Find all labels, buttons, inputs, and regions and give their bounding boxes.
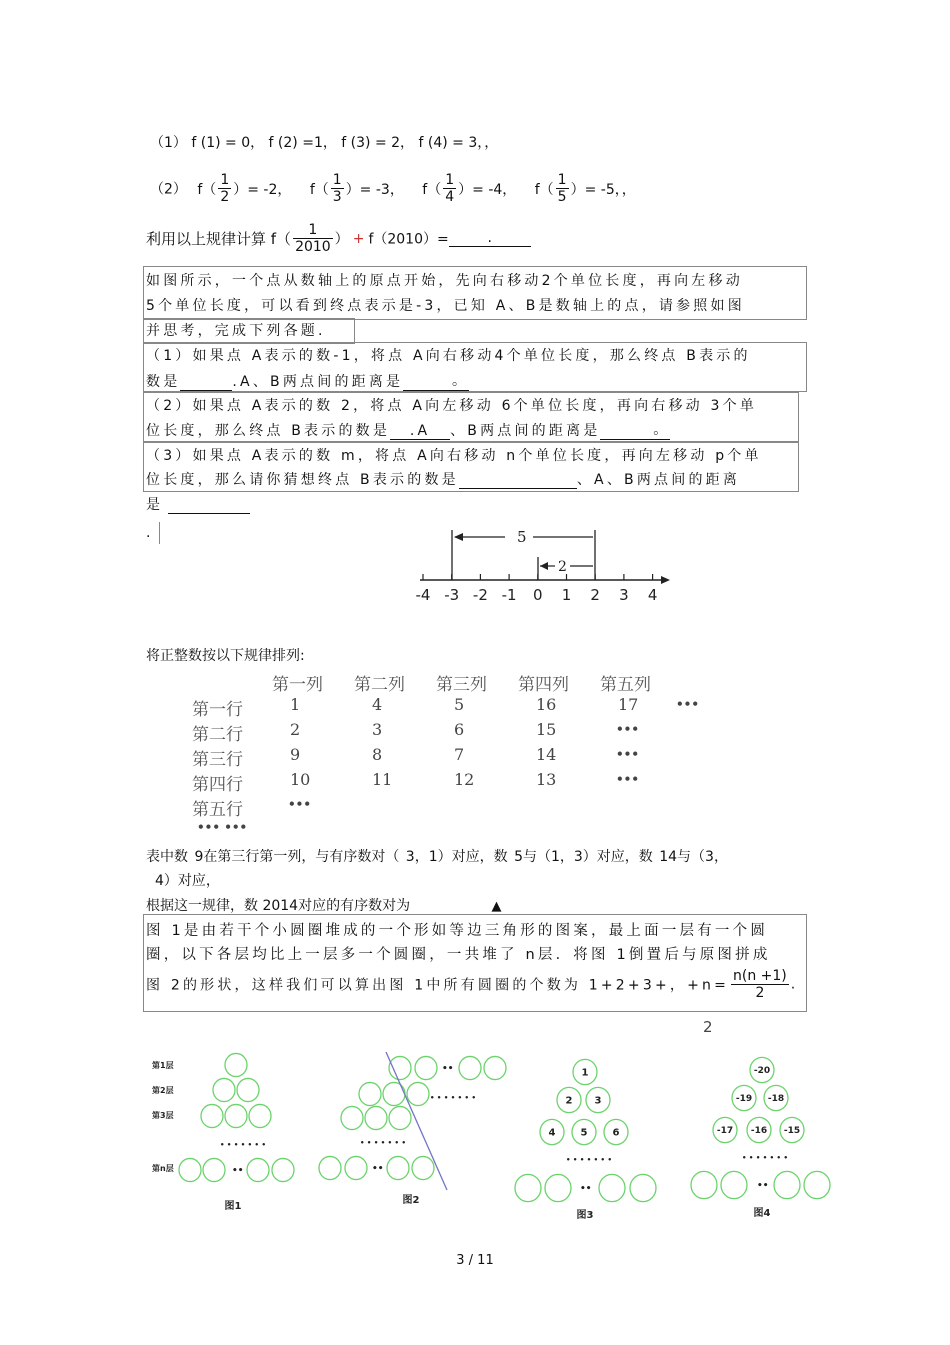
circle	[515, 1174, 541, 1201]
stray-number: 2	[703, 1018, 713, 1036]
seq-line-1: （1） f (1) = 0， f (2) =1， f (3) = 2， f (4) = 3，，	[150, 135, 499, 151]
circle	[247, 1158, 269, 1181]
grid-cell: 9	[290, 745, 301, 764]
circle	[599, 1174, 625, 1201]
grid-cell: •••	[616, 747, 640, 761]
grid-col-header: 第三列	[436, 675, 487, 695]
axis-tick-label: 2	[590, 586, 600, 604]
axis-tick-labels	[416, 586, 658, 604]
question-2-line-b: 位长度，那么终点 B表示的数是 .A 、B两点间的距离是 。	[146, 419, 670, 440]
layer-label: 第3层	[152, 1111, 174, 1120]
grid-cell: 13	[536, 770, 557, 789]
circle-number: 3	[594, 1095, 602, 1107]
answer-blank-q1-distance[interactable]: 。	[403, 370, 469, 391]
triangle-icon: ▲	[491, 899, 502, 914]
circle-number: -16	[750, 1126, 768, 1137]
sum-formula: $\frac{n(n +1)}{2}$	[733, 968, 787, 1002]
circle	[407, 1082, 429, 1105]
grid-cell: 6	[454, 720, 465, 739]
grid-cell: •••	[616, 772, 640, 786]
fraction: $\frac{1}{2}$	[220, 172, 230, 206]
grid-cell: 12	[454, 770, 475, 789]
axis-tick-label: 1	[561, 586, 572, 604]
circle	[389, 1106, 411, 1129]
circle	[179, 1158, 201, 1181]
answer-blank-1[interactable]: .	[449, 230, 531, 247]
axis-tick-label: -1	[501, 586, 517, 604]
fig1-dots-short: ••	[232, 1166, 244, 1176]
big-arrowhead-icon	[454, 533, 463, 541]
circles-figures	[0, 1040, 950, 1235]
axis-tick-label: -3	[444, 586, 460, 604]
grid-cell: 14	[536, 745, 557, 764]
grid-cell: •••	[616, 722, 640, 736]
grid-col-header: 第四列	[518, 675, 569, 695]
circle	[459, 1056, 481, 1079]
fig4-dots: • • • • • • •	[742, 1154, 788, 1162]
grid-cell: 5	[454, 695, 465, 714]
fraction: $\frac{1}{4}$	[445, 172, 455, 206]
circle-number: -20	[753, 1066, 771, 1077]
circle	[774, 1171, 800, 1198]
grid-cell: 3	[372, 720, 383, 739]
axis-tick-label: 4	[647, 586, 658, 604]
circle	[721, 1171, 747, 1198]
small-arrow-label: 2	[558, 559, 567, 575]
table-intro: 将正整数按以下规律排列:	[146, 648, 305, 664]
axis-tick-label: 3	[619, 586, 629, 604]
answer-blank-ordered-pair[interactable]	[435, 898, 559, 915]
circles-p1: 图 1是由若干个小圆圈堆成的一个形如等边三角形的图案，最上面一层有一个圆	[146, 923, 769, 939]
grid-cell: 15	[536, 720, 557, 739]
question-3-line-b: 位长度，那么请你猜想终点 B表示的数是 、A、B两点间的距离	[146, 472, 741, 488]
grid-row-header: 第一行	[192, 700, 243, 720]
fig2-dots-bottom: ••	[372, 1164, 384, 1174]
fraction: $\frac{1}{5}$	[557, 172, 567, 206]
circle	[804, 1171, 830, 1198]
grid-cell: 4	[372, 695, 383, 714]
circle-number: -17	[716, 1126, 734, 1137]
grid-col-header: 第一列	[272, 675, 323, 695]
circle	[203, 1158, 225, 1181]
seq-item-3: f（ $\frac{1}{4}$ ）= -4，	[422, 172, 517, 206]
axis-tick-label: -4	[415, 586, 431, 604]
fraction: $\frac{1}{3}$	[332, 172, 342, 206]
table-text-1: 表中数 9在第三行第一列，与有序数对（ 3，1）对应，数 5与（1，3）对应，数 14与（3，	[146, 849, 728, 865]
answer-blank-q2-b[interactable]: .A	[390, 423, 450, 440]
question-1-line-a: （1）如果点 A表示的数-1，将点 A向右移动4个单位长度，那么终点 B表示的	[146, 348, 751, 364]
circle-number: 4	[548, 1127, 556, 1139]
circle-number: -19	[735, 1094, 753, 1105]
seq-line-2-label: （2）	[150, 181, 187, 198]
seq-line-3: 利用以上规律计算 f（ $\frac{1}{2010}$ ） + f（2010）= .	[146, 222, 531, 255]
numberline-p1: 如图所示，一个点从数轴上的原点开始，先向右移动2个单位长度，再向左移动	[146, 273, 743, 289]
fig3-dots-short: ••	[580, 1184, 592, 1194]
grid-col-header: 第二列	[354, 675, 405, 695]
seq-item-4: f（ $\frac{1}{5}$ ）= -5，，	[534, 172, 636, 206]
circle	[225, 1104, 247, 1127]
seq-line-2	[150, 172, 636, 205]
circle-number: 1	[581, 1067, 589, 1079]
number-line-figure	[405, 522, 685, 607]
seq-item-2: f（ $\frac{1}{3}$ ）= -3，	[309, 172, 404, 206]
circle	[365, 1106, 387, 1129]
grid-cell: •••	[676, 697, 700, 711]
circle	[201, 1104, 223, 1127]
table-text-2: 4）对应，	[155, 873, 220, 889]
grid-cell: 17	[618, 695, 639, 714]
circles-p2: 圈，以下各层均比上一层多一个圆圈，一共堆了 n层．将图 1倒置后与原图拼成	[146, 947, 771, 963]
answer-blank-q3-distance[interactable]	[168, 513, 250, 514]
axis-arrow-icon	[661, 576, 670, 584]
circle	[237, 1078, 259, 1101]
grid-cell: 11	[372, 770, 393, 789]
axis-tick-label: 0	[533, 586, 543, 604]
circle	[341, 1106, 363, 1129]
circle	[359, 1082, 381, 1105]
layer-label: 第2层	[152, 1086, 174, 1095]
fig1-dots: • • • • • • •	[220, 1141, 266, 1149]
fig2-dots-right: • • • • • • •	[430, 1094, 476, 1102]
circle	[691, 1171, 717, 1198]
circle	[225, 1053, 247, 1076]
circle	[319, 1156, 341, 1179]
grid-cell: 7	[454, 745, 465, 764]
circle	[345, 1156, 367, 1179]
grid-col-header: 第五列	[600, 675, 651, 695]
circle	[387, 1156, 409, 1179]
question-2-line-a: （2）如果点 A表示的数 2，将点 A向左移动 6个单位长度，再向右移动 3个单	[146, 398, 758, 414]
circle-number: -18	[767, 1094, 785, 1105]
figure-caption: 图2	[402, 1195, 420, 1206]
circle-number: 2	[565, 1095, 573, 1107]
circle-number: 6	[612, 1127, 620, 1139]
question-3-line-a: （3）如果点 A表示的数 m，将点 A向右移动 n个单位长度，再向左移动 p个单	[146, 448, 762, 464]
circle	[484, 1056, 506, 1079]
circle	[249, 1104, 271, 1127]
table-text-3: 根据这一规律，数 2014对应的有序数对为 ▲	[146, 895, 559, 915]
seq-item-1: f（ $\frac{1}{2}$ ）= -2，	[197, 172, 292, 206]
grid-row-header: 第二行	[192, 725, 243, 745]
numberline-p2: 5个单位长度，可以看到终点表示是-3，已知 A、B是数轴上的点，请参照如图	[146, 298, 745, 314]
question-3-line-d: .	[146, 525, 151, 541]
grid-cell: 16	[536, 695, 557, 714]
circle-number: -15	[783, 1126, 801, 1137]
fig4-dots-short: ••	[757, 1181, 769, 1191]
figure-caption: 图3	[576, 1210, 594, 1221]
fig2-dots-left: • • • • • • •	[360, 1139, 406, 1147]
small-arrowhead-icon	[540, 562, 548, 570]
grid-row-header: 第四行	[192, 775, 243, 795]
fraction-1-2010: $\frac{1}{2010}$	[295, 222, 331, 256]
circle	[415, 1056, 437, 1079]
grid-row-header: 第五行	[192, 800, 243, 820]
fig3-dots: • • • • • • •	[566, 1156, 612, 1164]
circle	[213, 1078, 235, 1101]
fig2-dots-top: ••	[442, 1064, 454, 1074]
circle	[630, 1174, 656, 1201]
grid-bottom-dots: ••• •••	[197, 820, 248, 834]
figure-caption: 图4	[753, 1208, 771, 1219]
question-1-line-b: 数是 .A、B两点间的距离是 。	[146, 370, 469, 391]
circle-number: 5	[580, 1127, 588, 1139]
question-3-line-c: 是	[146, 494, 250, 514]
grid-row-header: 第三行	[192, 750, 243, 770]
page-number: 3 / 11	[456, 1253, 494, 1268]
circle	[272, 1158, 294, 1181]
circles-p3: 图 2的形状，这样我们可以算出图 1中所有圆圈的个数为 1+2+3+，+n= $\frac{n(n +1)}{2}$ .	[146, 968, 796, 1002]
big-arrow-label: 5	[517, 528, 527, 546]
grid-cell: 1	[290, 695, 301, 714]
grid-cell: 10	[290, 770, 311, 789]
axis-tick-label: -2	[472, 586, 488, 604]
layer-label: 第1层	[152, 1061, 174, 1070]
grid-cell: •••	[288, 797, 312, 811]
circle	[545, 1174, 571, 1201]
answer-blank-q3-b[interactable]	[459, 488, 577, 489]
grid-cell: 8	[372, 745, 383, 764]
answer-blank-q1-b[interactable]	[180, 390, 232, 391]
answer-blank-q2-distance[interactable]: 。	[600, 419, 670, 440]
circle	[412, 1156, 434, 1179]
grid-cell: 2	[290, 720, 301, 739]
layer-label: 第n层	[152, 1164, 174, 1173]
circle	[389, 1056, 411, 1079]
numberline-p3: 并思考，完成下列各题.	[146, 323, 326, 339]
figure-caption: 图1	[224, 1201, 242, 1212]
